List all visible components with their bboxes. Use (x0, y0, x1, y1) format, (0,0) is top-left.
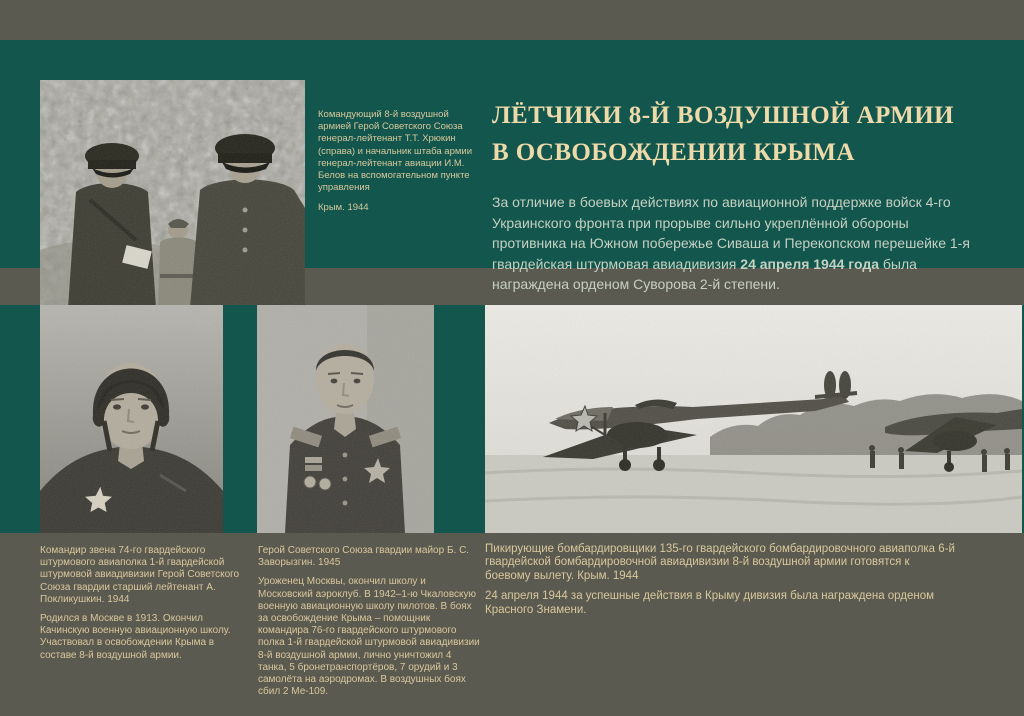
intro-paragraph (492, 192, 986, 295)
caption-zavoryzgin-p2: Уроженец Москвы, окончил школу и Московский аэроклуб. В 1942–1-ю Чкаловскую военную авиационную школу пилотов. В боях за освобождение Крыма – помощник командира 76-го гвардейского штурмового полка 1-й гвардейской штурмовой авиадивизии 8-й воздушной армии, лично уничтожил 4 танка, 5 бронетранспортёров, 7 орудий и 3 самолёта на аэродромах. В воздушных боях сбил 2 Ме-109. (258, 576, 480, 698)
top-panel (0, 40, 1024, 292)
caption-bombers-p1: Пикирующие бомбардировщики 135-го гвардейского бомбардировочного авиаполка 6-й гвардейской бомбардировочной авиадивизии 8-й воздушной армии готовятся к боевому вылету. Крым. 1944 (485, 543, 955, 582)
bottom-panel (0, 305, 1024, 533)
photo-bombers-airfield-art (485, 305, 1022, 533)
photo-pilot-helmet (40, 305, 223, 533)
top-photo-caption (318, 109, 484, 215)
page-title (492, 97, 1017, 171)
intro-paragraph-post: была награждена орденом Суворова 2-й степени. (492, 255, 917, 292)
caption-zavoryzgin-p1: Герой Советского Союза гвардии майор Б. С. Заворызгин. 1945 (258, 545, 470, 569)
photo-bombers-airfield (485, 305, 1022, 533)
caption-poklikushkin (40, 545, 246, 662)
top-photo-caption-text: Командующий 8-й воздушной армией Герой Советского Союза генерал-лейтенант Т.Т. Хрюкин (справа) и начальник штаба армии генерал-лейтенант авиации И.М. Белов на вспомогательном пункте управления (318, 109, 472, 194)
photo-major-portrait (257, 305, 434, 533)
photo-two-officers-art (40, 80, 305, 308)
photo-two-officers (40, 80, 305, 308)
top-photo-caption-date: Крым. 1944 (318, 202, 369, 214)
caption-bombers-p2: 24 апреля 1944 за успешные действия в Крыму дивизия была награждена орденом Красного Знамени. (485, 590, 935, 616)
page-title-line2: В ОСВОБОЖДЕНИИ КРЫМА (492, 139, 855, 166)
photo-pilot-helmet-art (40, 305, 223, 533)
intro-paragraph-pre: За отличие в боевых действиях по авиационной поддержке войск 4-го Украинского фронта при прорыве сильно укреплённой обороны противника на Южном побережье Сиваша и Перекопском перешейке 1-я гвардейская штурмовая авиадивизия (492, 194, 970, 272)
intro-paragraph-date-bold: 24 апреля 1944 года (740, 255, 879, 272)
photo-major-portrait-art (257, 305, 434, 533)
caption-poklikushkin-p1: Командир звена 74-го гвардейского штурмового авиаполка 1-й гвардейской штурмовой авиадивизии Герой Советского Союза гвардии старший лейтенант А. Покликушкин. 1944 (40, 545, 240, 605)
caption-poklikushkin-p2: Родился в Москве в 1913. Окончил Качинскую военную авиационную школу. Участвовал в освобождении Крыма в составе 8-й воздушной армии. (40, 613, 231, 661)
caption-zavoryzgin (258, 545, 480, 698)
page-title-line1: ЛЁТЧИКИ 8-Й ВОЗДУШНОЙ АРМИИ (492, 102, 954, 129)
caption-bombers (485, 543, 957, 617)
